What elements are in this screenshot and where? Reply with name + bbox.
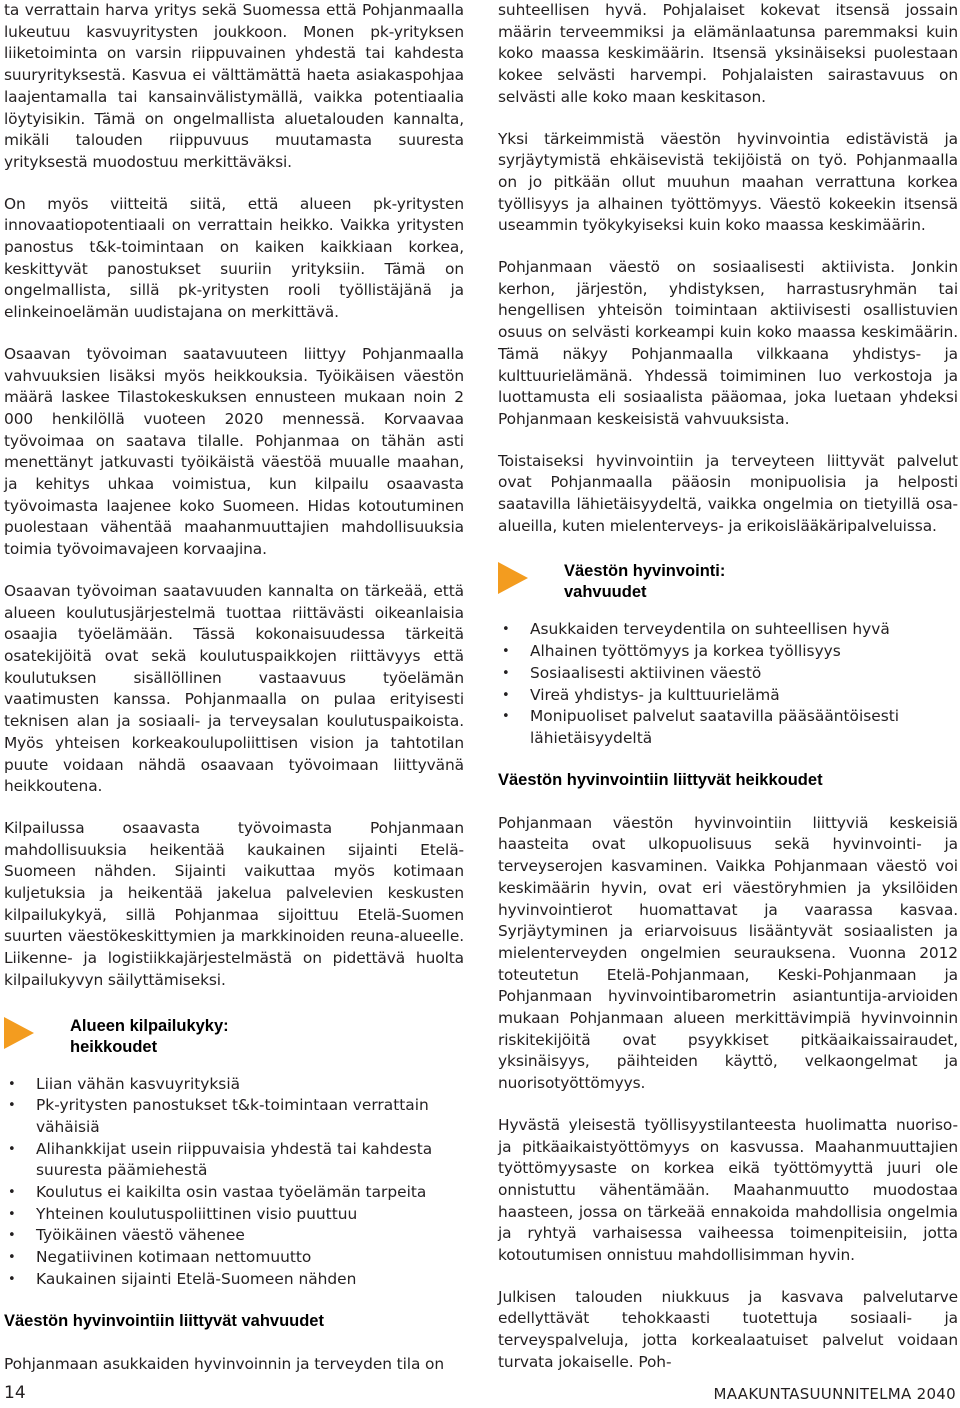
weaknesses-list (4, 1074, 464, 1291)
publication-title: MAAKUNTASUUNNITELMA 2040 (713, 1385, 956, 1403)
list-item: • Vireä yhdistys- ja kulttuurielämä (498, 685, 958, 707)
paragraph: Kilpailussa osaavasta työvoimasta Pohjanmaan mahdollisuuksia heikentää kaukainen sijainti Etelä-Suomeen nähden. Sijainti vaikuttaa myös kotimaan kuljetuksia ja heikentää jakelua palvelevien keskusten kilpailukykyä, sillä Pohjanmaa sijoittuu Etelä-Suomen suurten väestökeskittymien ja markkinoiden reuna-alueelle. Liikenne- ja logistiikkajärjestelmästä on pidettävä huolta kilpailukyvyn säilyttämiseksi. (4, 818, 464, 989)
section-heading: Väestön hyvinvointiin liittyvät vahvuudet (4, 1311, 324, 1330)
bullet-icon: • (8, 1141, 16, 1157)
bullet-icon: • (502, 709, 510, 725)
bullet-icon: • (8, 1098, 16, 1114)
list-item: • Koulutus ei kaikilta osin vastaa työelämän tarpeita (4, 1182, 464, 1204)
paragraph: Osaavan työvoiman saatavuuden kannalta on tärkeää, että alueen koulutusjärjestelmä tuottaa riittävästi oikeanlaisia osaajia työelämään. Tässä kokonaisuudessa tärkeitä osatekijöitä ovat sekä koulutuspaikkojen riittävyys että koulutuksen sisällöllinen vastaavuus työelämän vaatimusten kanssa. Pohjanmaalla on pulaa erityisesti teknisen alan ja sosiaali- ja terveysalan koulutuspaikoista. Myös yhteisen korkeakoulupoliittisen vision ja tahtotilan puute voidaan nähdä osaavaan työvoimaan liittyvänä heikkoutena. (4, 581, 464, 796)
bullet-icon: • (8, 1228, 16, 1244)
bullet-icon: • (8, 1185, 16, 1201)
weaknesses-box-header (4, 1016, 464, 1060)
page-number: 14 (4, 1383, 26, 1403)
list-item: • Monipuoliset palvelut saatavilla pääsääntöisesti lähietäisyydeltä (502, 707, 900, 747)
box-title-line-1: Väestön hyvinvointi: (564, 562, 726, 581)
bullet-icon: • (8, 1271, 16, 1287)
arrow-icon (4, 1017, 34, 1049)
strengths-list (498, 619, 958, 749)
bullet-icon: • (8, 1206, 16, 1222)
paragraph: Pohjanmaan väestö on sosiaalisesti aktiivista. Jonkin kerhon, järjestön, yhdistyksen, harrastusryhmän tai hengellisen yhteisön toimintaan aktiivisesti osallistuvien osuus on selvästi korkeampi kuin koko maassa keskimäärin. Tämä näkyy Pohjanmaalla vilkkaana yhdistys- ja kulttuurielämänä. Yhdessä toimiminen luo verkostoja ja luottamusta eli sosiaalista pääomaa, joka luetaan yhdeksi Pohjanmaan keskeisistä vahvuuksista. (498, 258, 958, 428)
list-item: • Yhteinen koulutuspoliittinen visio puuttuu (4, 1204, 464, 1226)
list-item: • Liian vähän kasvuyrityksiä (4, 1074, 464, 1096)
bullet-icon: • (502, 644, 510, 660)
arrow-icon (498, 562, 528, 594)
paragraph: Yksi tärkeimmistä väestön hyvinvointia edistävistä ja syrjäytymistä ehkäisevistä tekijöistä on työ. Pohjanmaalla on jo pitkään ollut muuhun maahan verrattuna korkea työllisyys ja alhainen työttömyys. Väestö kokeekin itsensä useammin työkykyiseksi kuin koko maassa keskimäärin. (498, 129, 958, 235)
bullet-icon: • (8, 1076, 16, 1092)
strengths-box-header (498, 561, 958, 605)
paragraph: On myös viitteitä siitä, että alueen pk-yritysten innovaatiopotentiaali on verrattain heikko. Vaikka yritysten panostus t&k-toimintaan on kaiken kaikkiaan korkea, keskittyvät panostukset suuriin yrityksiin. Tämä on ongelmallista, sillä pk-yritysten rooli työllistäjänä ja elinkeinoelämän uudistajana on merkittävä. (4, 194, 464, 322)
bullet-icon: • (8, 1250, 16, 1266)
bullet-icon: • (502, 687, 510, 703)
paragraph: ta verrattain harva yritys sekä Suomessa että Pohjanmaalla lukeutuu kasvuyritysten joukkoon. Monen pk-yrityksen liiketoiminta on varsin riippuvainen yhdestä tai kahdesta suuryrityksestä. Kasvua ei välttämättä haeta asiakaspohjaa laajentamalla tai kansainvälistymällä, vaikka potentiaalia löytyisikin. Tämä on ongelmallista aluetalouden kannalta, mikäli talouden riippuvuus muutamasta suuresta yrityksestä muodostuu merkittäväksi. (4, 1, 464, 171)
box-title (564, 561, 958, 603)
list-item: • Alihankkijat usein riippuvaisia yhdestä tai kahdesta suuresta päämiehestä (8, 1139, 433, 1180)
paragraph: Pohjanmaan asukkaiden hyvinvoinnin ja terveyden tila on (4, 1354, 445, 1373)
list-item: • Asukkaiden terveydentila on suhteellisen hyvä (498, 619, 958, 641)
paragraph: Hyvästä yleisestä työllisyystilanteesta huolimatta nuoriso- ja pitkäaikaistyöttömyys on kasvussa. Maahanmuuttajien työttömyysaste on korkea eikä työttömyyttä juuri ole onnistuttu vähentämään. Maahanmuutto muodostaa haasteen, jossa on tärkeää ennakoida mahdollisia ongelmia ja ryhtyä varhaisessa vaiheessa toimenpiteisiin, jotta kotoutumisen onnistuu mahdollisimman hyvin. (498, 1115, 958, 1265)
box-title-line-2: vahvuudet (564, 583, 647, 602)
bullet-icon: • (502, 622, 510, 638)
left-column (4, 0, 464, 1395)
paragraph: Toistaiseksi hyvinvointiin ja terveyteen liittyvät palvelut ovat Pohjanmaalla pääosin monipuolisia ja helposti saatavilla lähietäisyydeltä, vaikka ongelmia on tietyillä osa-alueilla, kuten mielenterveys- ja erikoislääkäripalveluissa. (498, 451, 958, 535)
bullet-icon: • (502, 665, 510, 681)
list-item: • Negatiivinen kotimaan nettomuutto (4, 1247, 464, 1269)
paragraph: Julkisen talouden niukkuus ja kasvava palvelutarve edellyttävät tehokkaasti tuotettuja sosiaali- ja terveyspalveluja, jotta korkealaatuiset palvelut voidaan turvata jokaiselle. Poh- (498, 1287, 958, 1371)
box-title-line-1: Alueen kilpailukyky: (70, 1016, 229, 1035)
paragraph: suhteellisen hyvä. Pohjalaiset kokevat itsensä jossain määrin terveemmiksi ja elämänlaatunsa paremmaksi kuin koko maassa keskimäärin. Itsensä yksinäiseksi puolestaan kokee selvästi harvempi. Pohjalaisten sairastavuus on selvästi alle koko maan keskitason. (498, 1, 958, 106)
paragraph: Pohjanmaan väestön hyvinvointiin liittyviä keskeisiä haasteita ovat ulkopuolisuus sekä hyvinvointi- ja terveyserojen kasvaminen. Vaikka Pohjanmaan väestö voi keskimäärin hyvin, ovat eri väestöryhmien ja yksilöiden hyvinvointierot huomattavat ja vaarassa kasvaa. Syrjäytyminen ja eriarvoisuus lisääntyvät sosiaalisten ja mielenterveyden ongelmien seurauksena. Vuonna 2012 toteutetun Etelä-Pohjanmaan, Keski-Pohjanmaan ja Pohjanmaan hyvinvointibarometrin asiantuntija-arvioiden mukaan Pohjanmaan alueen merkittävimpiä hyvinvoinnin riskitekijöitä ovat psyykkiset pitkäaikaissairaudet, yksinäisyys, päihteiden käyttö, velkaongelmat ja nuorisotyöttömyys. (498, 813, 958, 1093)
paragraph: Osaavan työvoiman saatavuuteen liittyy Pohjanmaalla vahvuuksien lisäksi myös heikkouksia. Työikäisen väestön määrä laskee Tilastokeskuksen ennusteen mukaan noin 2 000 henkilöllä vuoteen 2020 mennessä. Korvaavaa työvoimaa on saatava tilalle. Pohjanmaa on tähän asti menettänyt jatkuvasti työikäistä väestöä muualle maahan, ja kehitys uhkaa voimistua, kun kilpailu osaavasta työvoimasta laajenee koko Suomeen. Hidas kotoutuminen puolestaan vähentää maahanmuuttajien mahdollisuuksia toimia työvoimavajeen korvaajina. (4, 344, 464, 559)
right-column (498, 0, 958, 1394)
section-heading: Väestön hyvinvointiin liittyvät heikkoudet (498, 770, 823, 789)
box-title-line-2: heikkoudet (70, 1037, 158, 1056)
list-item: • Sosiaalisesti aktiivinen väestö (498, 663, 958, 685)
list-item: • Alhainen työttömyys ja korkea työllisyys (498, 641, 958, 663)
box-title (70, 1016, 464, 1058)
list-item: • Kaukainen sijainti Etelä-Suomeen nähden (4, 1269, 464, 1291)
list-item: • Pk-yritysten panostukset t&k-toimintaan verrattain vähäisiä (8, 1096, 429, 1136)
list-item: • Työikäinen väestö vähenee (4, 1225, 464, 1247)
